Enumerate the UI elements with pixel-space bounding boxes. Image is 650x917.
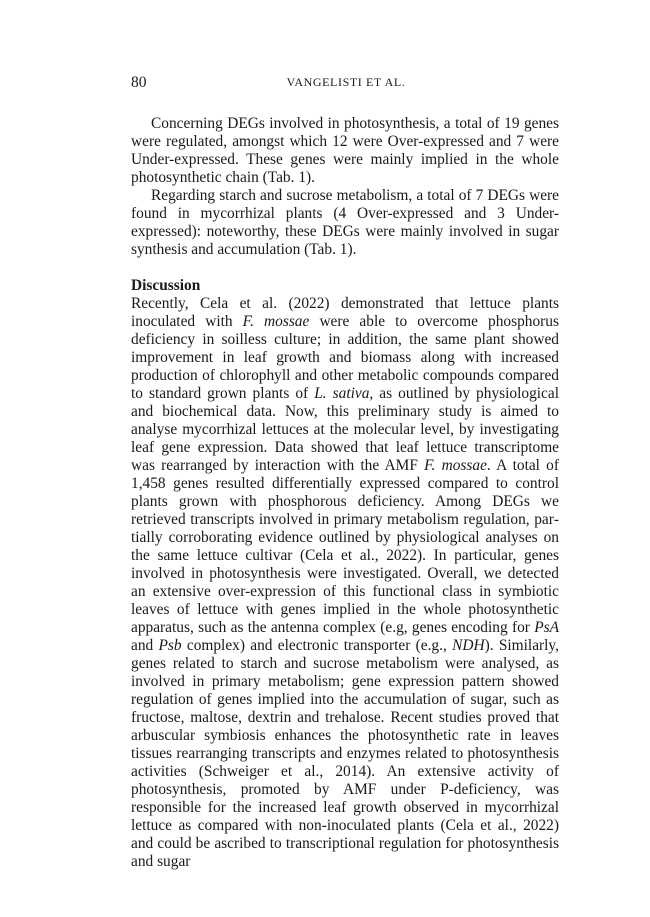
page-number: 80 [131,74,147,91]
discussion-text-2: were able to overcome phosphorus deficiency in soilless culture; in addition, the same plant showed improvement in leaf growth and biomass along with increased production of chlorophyll and other metabolic compounds compared to standard grown plants of [131,313,559,402]
paragraph-photosynthesis-degs: Concerning DEGs involved in photosynthesis, a total of 19 genes were regulated, amongst which 12 were Over-expressed and 7 were Under-expressed. These genes were mainly implied in the whole photosynthetic chain (Tab. 1). [131,115,559,186]
discussion-text-5: and [131,637,159,654]
gene-name-psa: PsA [534,619,559,636]
paragraph-discussion [131,295,559,871]
gene-name-ndh: NDH [452,637,485,654]
discussion-text-4: . A total of 1,458 genes resulted differentially expressed compared to control plants grown with phosphorous deficiency. Among DEGs we retrieved transcripts involved in primary metabolism regulation, partially corroborating evidence outlined by physiological analyses on the same lettuce cultivar (Cela et al., 2022). In particular, genes involved in photosynthesis were investigated. Overall, we detected an extensive over-expression of this functional class in symbiotic leaves of lettuce with genes implied in the whole photosynthetic apparatus, such as the antenna complex (e.g, genes encoding for [131,457,559,636]
page-header [131,74,561,90]
paragraph-starch-sucrose: Regarding starch and sucrose metabolism, a total of 7 DEGs were found in mycorrhizal plants (4 Over-expressed and 3 Under-expressed): noteworthy, these DEGs were mainly involved in sugar synthesis and accumulation (Tab. 1). [131,187,559,258]
discussion-text-3: as outlined by physiological and biochemical data. Now, this preliminary study is aimed to analyse mycorrhizal lettuces at the molecular level, by investigating leaf gene expression. Data showed that leaf lettuce transcriptome was rearranged by interaction with the AMF [131,385,559,474]
running-head: VANGELISTI ET AL. [286,75,406,89]
species-name-f-mossae: F. mossae [242,313,310,330]
discussion-text-1: Recently, Cela et al. (2022) demonstrated that lettuce plants inoculated with [131,295,559,330]
discussion-text-7: ). Similarly, genes related to starch and sucrose metabolism were analysed, as involved in primary metabolism; gene expression pattern showed regulation of genes implied into the accumulation of sugar, such as fructose, maltose, dextrin and trehalose. Recent studies proved that arbuscular symbiosis enhances the photosynthetic rate in leaves tissues rearranging transcripts and enzymes related to photosynthesis activities (Schweiger et al., 2014). An extensive activity of photosynthesis, promoted by AMF under P-deficiency, was responsible for the increased leaf growth observed in mycorrhizal lettuce as compared with non-inoculated plants (Cela et al., 2022) and could be ascribed to transcriptional regulation for photosynthesis and sugar [131,637,559,870]
page-body [131,115,559,871]
discussion-text-6: complex) and electronic transporter (e.g., [181,637,453,654]
species-name-f-mossae-2: F. mossae [424,457,487,474]
section-heading-discussion: Discussion [131,277,201,294]
paragraph-spacer [131,259,559,277]
species-name-l-sativa: L. sativa, [314,385,374,402]
gene-name-psb: Psb [158,637,182,654]
